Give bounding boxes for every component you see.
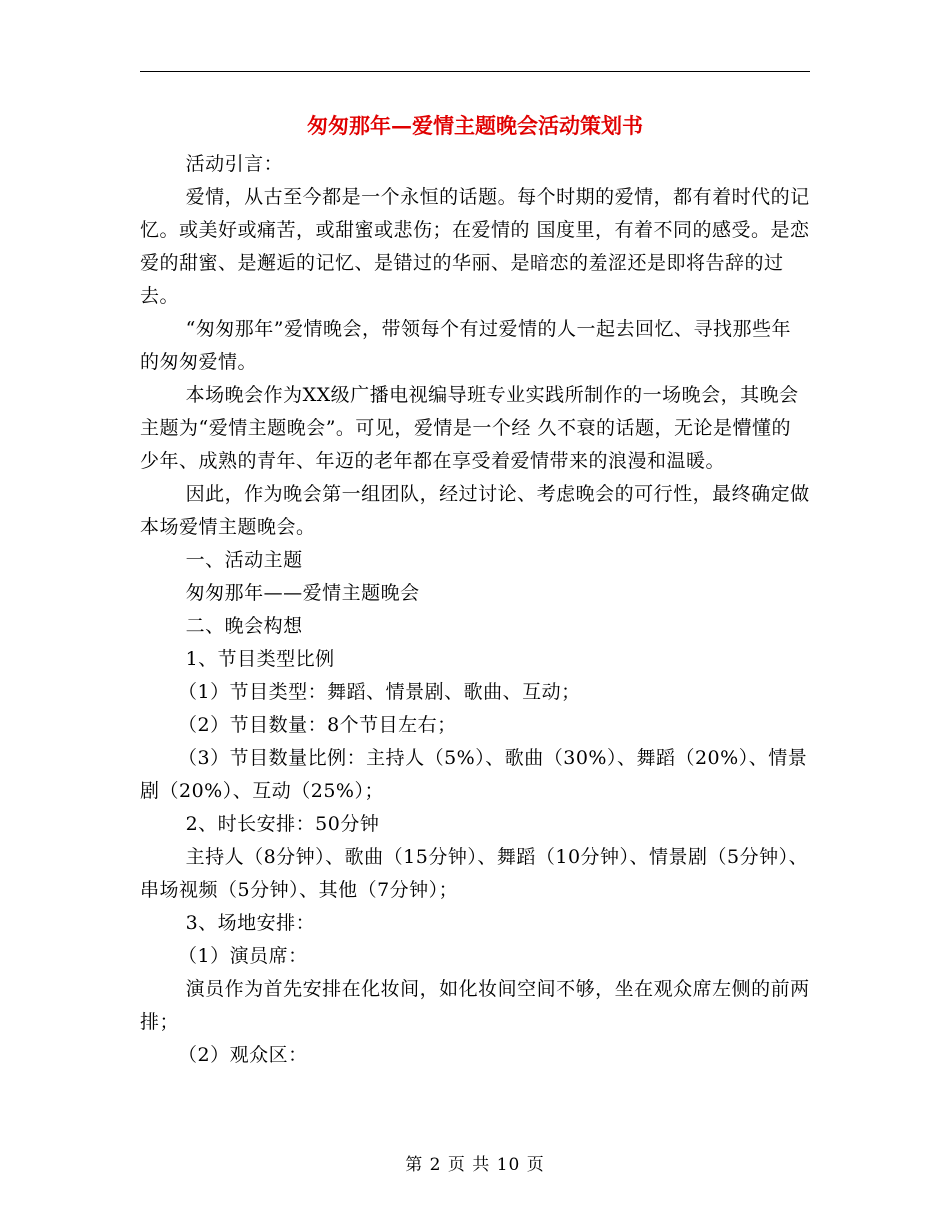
theme-name: 匆匆那年——爱情主题晚会	[185, 582, 420, 604]
paragraph-decision: 因此，作为晚会第一组团队，经过讨论、考虑晚会的可行性，最终确定做本场爱情主题晚会。	[140, 483, 810, 538]
item-program-types: （1）节目类型：舞蹈、情景剧、歌曲、互动；	[178, 681, 581, 703]
heading-program-ratio: 1、节目类型比例	[185, 648, 335, 670]
paragraph-evening-intro: “匆匆那年”爱情晚会，带领每个有过爱情的人一起去回忆、寻找那些年的匆匆爱情。	[140, 318, 792, 373]
heading-duration: 2、时长安排：50分钟	[185, 813, 380, 835]
paragraph-intro-heading: 活动引言：	[185, 153, 284, 175]
paragraph-duration-detail: 主持人（8分钟）、歌曲（15分钟）、舞蹈（10分钟）、情景剧（5分钟）、串场视频（5分钟）、其他（7分钟）；	[140, 846, 809, 901]
document-title: 匆匆那年—爱情主题晚会活动策划书	[307, 113, 643, 138]
header-rule	[140, 71, 810, 72]
page-footer: 第 2 页 共 10 页	[405, 1155, 545, 1175]
heading-activity-theme: 一、活动主题	[185, 549, 303, 571]
document-body	[140, 148, 810, 1072]
item-program-ratio: （3）节目数量比例：主持人（5%）、歌曲（30%）、舞蹈（20%）、情景剧（20%）、互动（25%）；	[140, 747, 808, 802]
paragraph-performer-detail: 演员作为首先安排在化妆间，如化妆间空间不够，坐在观众席左侧的前两排；	[140, 978, 810, 1033]
paragraph-love-topic: 爱情，从古至今都是一个永恒的话题。每个时期的爱情，都有着时代的记忆。或美好或痛苦，或甜蜜或悲伤；在爱情的 国度里，有着不同的感受。是恋爱的甜蜜、是邂逅的记忆、是错过的华丽、是暗恋的羞涩还是即将告辞的过去。	[140, 186, 810, 307]
paragraph-class-practice: 本场晚会作为XX级广播电视编导班专业实践所制作的一场晚会，其晚会主题为“爱情主题晚会”。可见，爱情是一个经 久不衰的话题，无论是懵懂的少年、成熟的青年、年迈的老年都在享受着爱情带来的浪漫和温暖。	[140, 384, 799, 472]
item-program-count: （2）节目数量：8个节目左右；	[178, 714, 457, 736]
heading-evening-concept: 二、晚会构想	[185, 615, 303, 637]
item-audience-area: （2）观众区：	[178, 1044, 308, 1066]
item-performer-seats: （1）演员席：	[178, 945, 308, 967]
heading-venue: 3、场地安排：	[185, 912, 316, 934]
